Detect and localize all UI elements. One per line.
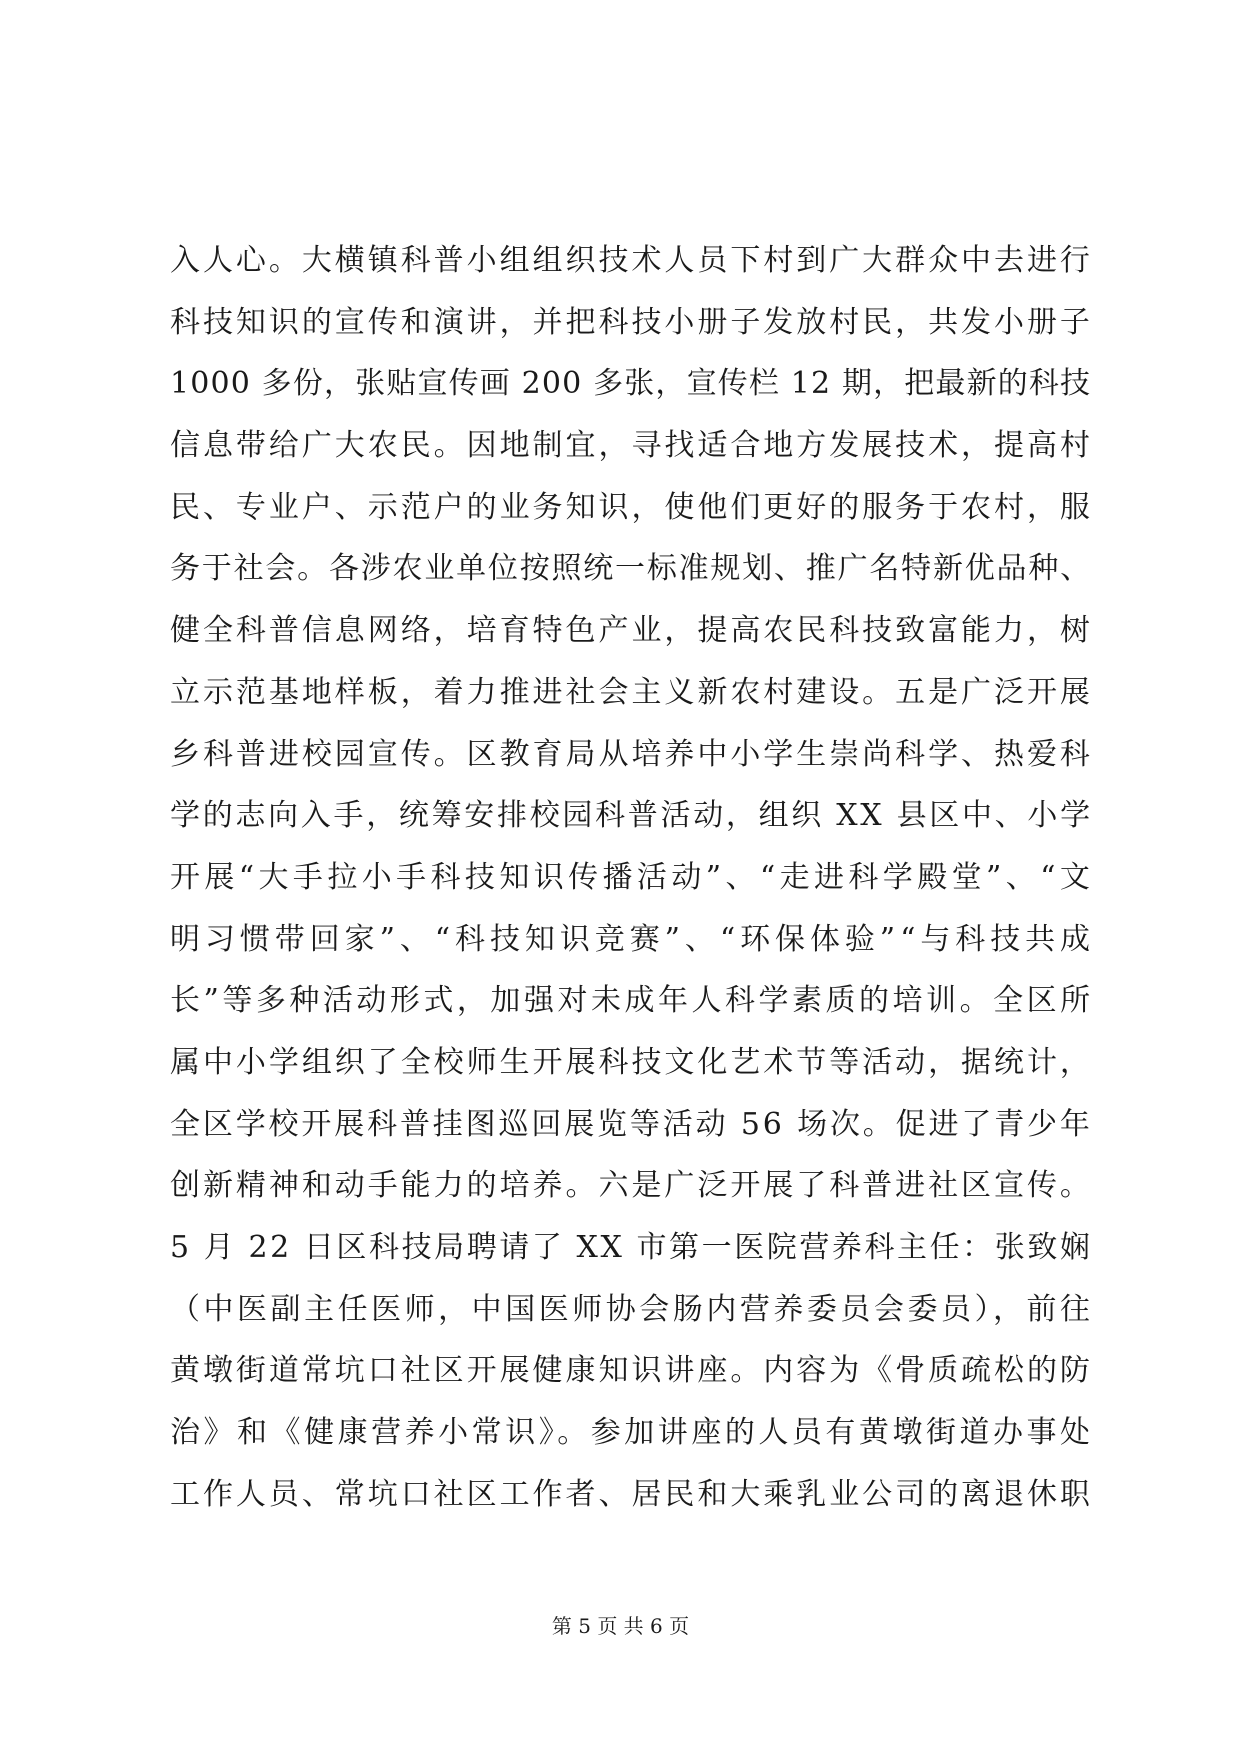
- text-line: 工作人员、常坑口社区工作者、居民和大乘乳业公司的离退休职: [170, 1476, 1093, 1512]
- text-line: 健全科普信息网络，培育特色产业，提高农民科技致富能力，树: [170, 613, 1093, 649]
- text-line: 民、专业户、示范户的业务知识，使他们更好的服务于农村，服: [170, 489, 1093, 525]
- text-line: 务于社会。各涉农业单位按照统一标准规划、推广名特新优品种、: [170, 551, 1092, 587]
- text-line: 信息带给广大农民。因地制宜，寻找适合地方发展技术，提高村: [170, 428, 1093, 464]
- text-line: 科技知识的宣传和演讲，并把科技小册子发放村民，共发小册子: [170, 304, 1093, 340]
- text-line: 5 月 22 日区科技局聘请了 XX 市第一医院营养科主任：张致娴: [170, 1230, 1093, 1265]
- text-line: 明习惯带回家”、“科技知识竞赛”、“环保体验”“与科技共成: [170, 921, 1095, 957]
- text-line: 1000 多份，张贴宣传画 200 多张，宣传栏 12 期，把最新的科技: [170, 366, 1092, 402]
- text-line: 创新精神和动手能力的培养。六是广泛开展了科普进社区宣传。: [170, 1168, 1093, 1204]
- text-line: 长”等多种活动形式，加强对未成年人科学素质的培训。全区所: [170, 983, 1094, 1019]
- text-line: （中医副主任医师，中国医师协会肠内营养委员会委员），前往: [170, 1291, 1094, 1327]
- text-line: 学的志向入手，统筹安排校园科普活动，组织 XX 县区中、小学: [170, 798, 1093, 834]
- text-line: 黄墩街道常坑口社区开展健康知识讲座。内容为《骨质疏松的防: [170, 1353, 1093, 1389]
- text-line: 开展“大手拉小手科技知识传播活动”、“走进科学殿堂”、“文: [170, 859, 1095, 895]
- text-line: 入人心。大横镇科普小组组织技术人员下村到广大群众中去进行: [170, 243, 1093, 278]
- text-line: 属中小学组织了全校师生开展科技文化艺术节等活动，据统计，: [170, 1044, 1093, 1080]
- body-text: [170, 230, 1095, 1525]
- text-line: 治》和《健康营养小常识》。参加讲座的人员有黄墩街道办事处: [170, 1415, 1094, 1451]
- text-line: 乡科普进校园宣传。区教育局从培养中小学生崇尚科学、热爱科: [170, 736, 1093, 772]
- text-line: 全区学校开展科普挂图巡回展览等活动 56 场次。促进了青少年: [170, 1106, 1093, 1142]
- page-footer: 第 5 页 共 6 页: [551, 1614, 690, 1638]
- text-line: 立示范基地样板，着力推进社会主义新农村建设。五是广泛开展: [170, 674, 1093, 710]
